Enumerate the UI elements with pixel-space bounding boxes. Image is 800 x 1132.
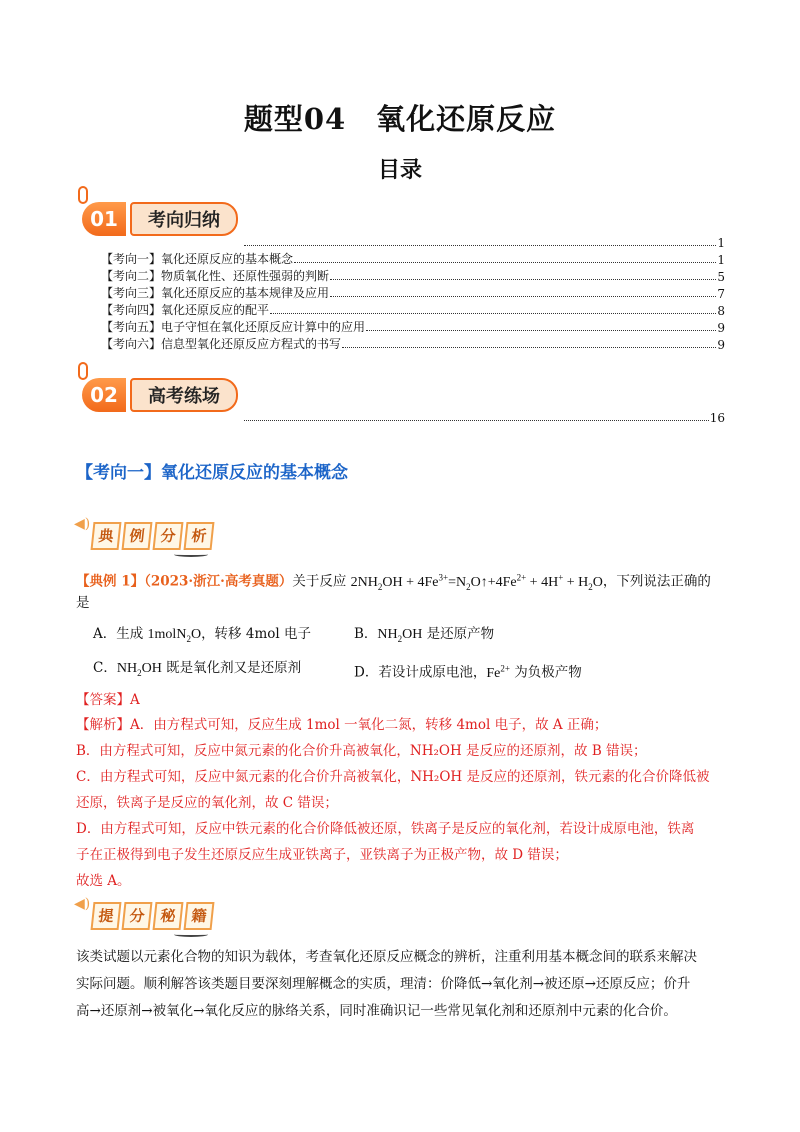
banner-label: 高考练场 (130, 378, 238, 412)
page-title: 题型04 氧化还原反应 (243, 102, 557, 136)
swoosh-decoration (174, 932, 208, 937)
badge-char: 分 (153, 522, 184, 550)
banner-label: 考向归纳 (130, 202, 238, 236)
tips-paragraph: 该类试题以元素化合物的知识为载体，考查氧化还原反应概念的辨析，注重利用基本概念间的联系来解决 实际问题。顺利解答该类题目要深刻理解概念的实质，理清：价降低→氧化剂→被还原→还原反应；价升 高→还原剂→被氧化→氧化反应的脉络关系，同时准确识记一些常见氧化剂和还原剂中元素的化合价。 (76, 949, 697, 1019)
section-heading: 【考向一】氧化还原反应的基本概念 (76, 463, 348, 483)
clip-icon (78, 362, 88, 380)
speaker-icon: ◀) (74, 896, 91, 912)
clip-icon (78, 186, 88, 204)
toc-row-item[interactable]: 【考向二】物质氧化性、还原性强弱的判断 5 (101, 269, 725, 284)
option-d[interactable]: D．若设计成原电池，$Fe^{2+}$ 为负极产物 (354, 663, 582, 681)
speaker-icon: ◀) (74, 516, 91, 532)
option-c[interactable]: C．$NH_2OH$ 既是氧化剂又是还原剂 (93, 660, 302, 678)
toc-heading: 目录 (377, 157, 422, 183)
badge-char: 例 (122, 522, 153, 550)
swoosh-decoration (174, 552, 208, 557)
banner-gaokao (82, 376, 242, 416)
banner-number: 01 (82, 202, 126, 236)
answer: 【答案】A (76, 692, 140, 708)
toc-row-section[interactable]: 16 (243, 409, 725, 425)
badge-char: 提 (91, 902, 122, 930)
toc-row-item[interactable]: 【考向一】氧化还原反应的基本概念 1 (101, 252, 725, 267)
example-question: 【典例 1】（2023·浙江·高考真题）关于反应 $2NH_2OH$ + $4Fe^{3+}=N_2O↑+4Fe^{2+} + 4H^+ + H_2O$，下列说法正确的 (76, 572, 711, 592)
question-line: 是 (76, 595, 90, 611)
reaction-equation: $2NH_2OH$ + $4Fe^{3+}=N_2O↑+4Fe^{2+} + 4H^+ + H_2O$ (350, 572, 603, 592)
badge-char: 分 (122, 902, 153, 930)
option-b[interactable]: B．$NH_2OH$ 是还原产物 (354, 626, 495, 644)
badge-char: 秘 (153, 902, 184, 930)
toc-row-item[interactable]: 【考向六】信息型氧化还原反应方程式的书写 9 (101, 337, 725, 352)
banner-kaoxiang (82, 200, 242, 240)
toc-row-section[interactable]: 1 (243, 234, 725, 250)
badge-char: 典 (91, 522, 122, 550)
analysis: 【解析】A．由方程式可知，反应生成 1mol 一氧化二氮，转移 4mol 电子，故 A 正确； B．由方程式可知，反应中氮元素的化合价升高被氧化，NH₂OH 是反应的还原剂，故 B 错误； C．由方程式可知，反应中氮元素的化合价升高被氧化，NH₂OH 是反应的还原剂，铁元素的化合价降低被 还原，铁离子是反应的氧化剂，故 C 错误； D．由方程式可知，反应中铁元素的化合价降低被还原，铁离子是反应的氧化剂，若设计成原电池，铁离 子在正极得到电子发生还原反应生成亚铁离子，亚铁离子为正极产物，故 D 错误； 故选 A。 (76, 717, 710, 889)
option-a[interactable]: A．生成 1molN$_2$O，转移 4mol 电子 (93, 626, 311, 644)
banner-number: 02 (82, 378, 126, 412)
badge-char: 籍 (184, 902, 215, 930)
toc-row-item[interactable]: 【考向五】电子守恒在氧化还原反应计算中的应用 9 (101, 320, 725, 335)
badge-char: 析 (184, 522, 215, 550)
toc-row-item[interactable]: 【考向四】氧化还原反应的配平 8 (101, 303, 725, 318)
toc-row-item[interactable]: 【考向三】氧化还原反应的基本规律及应用 7 (101, 286, 725, 301)
